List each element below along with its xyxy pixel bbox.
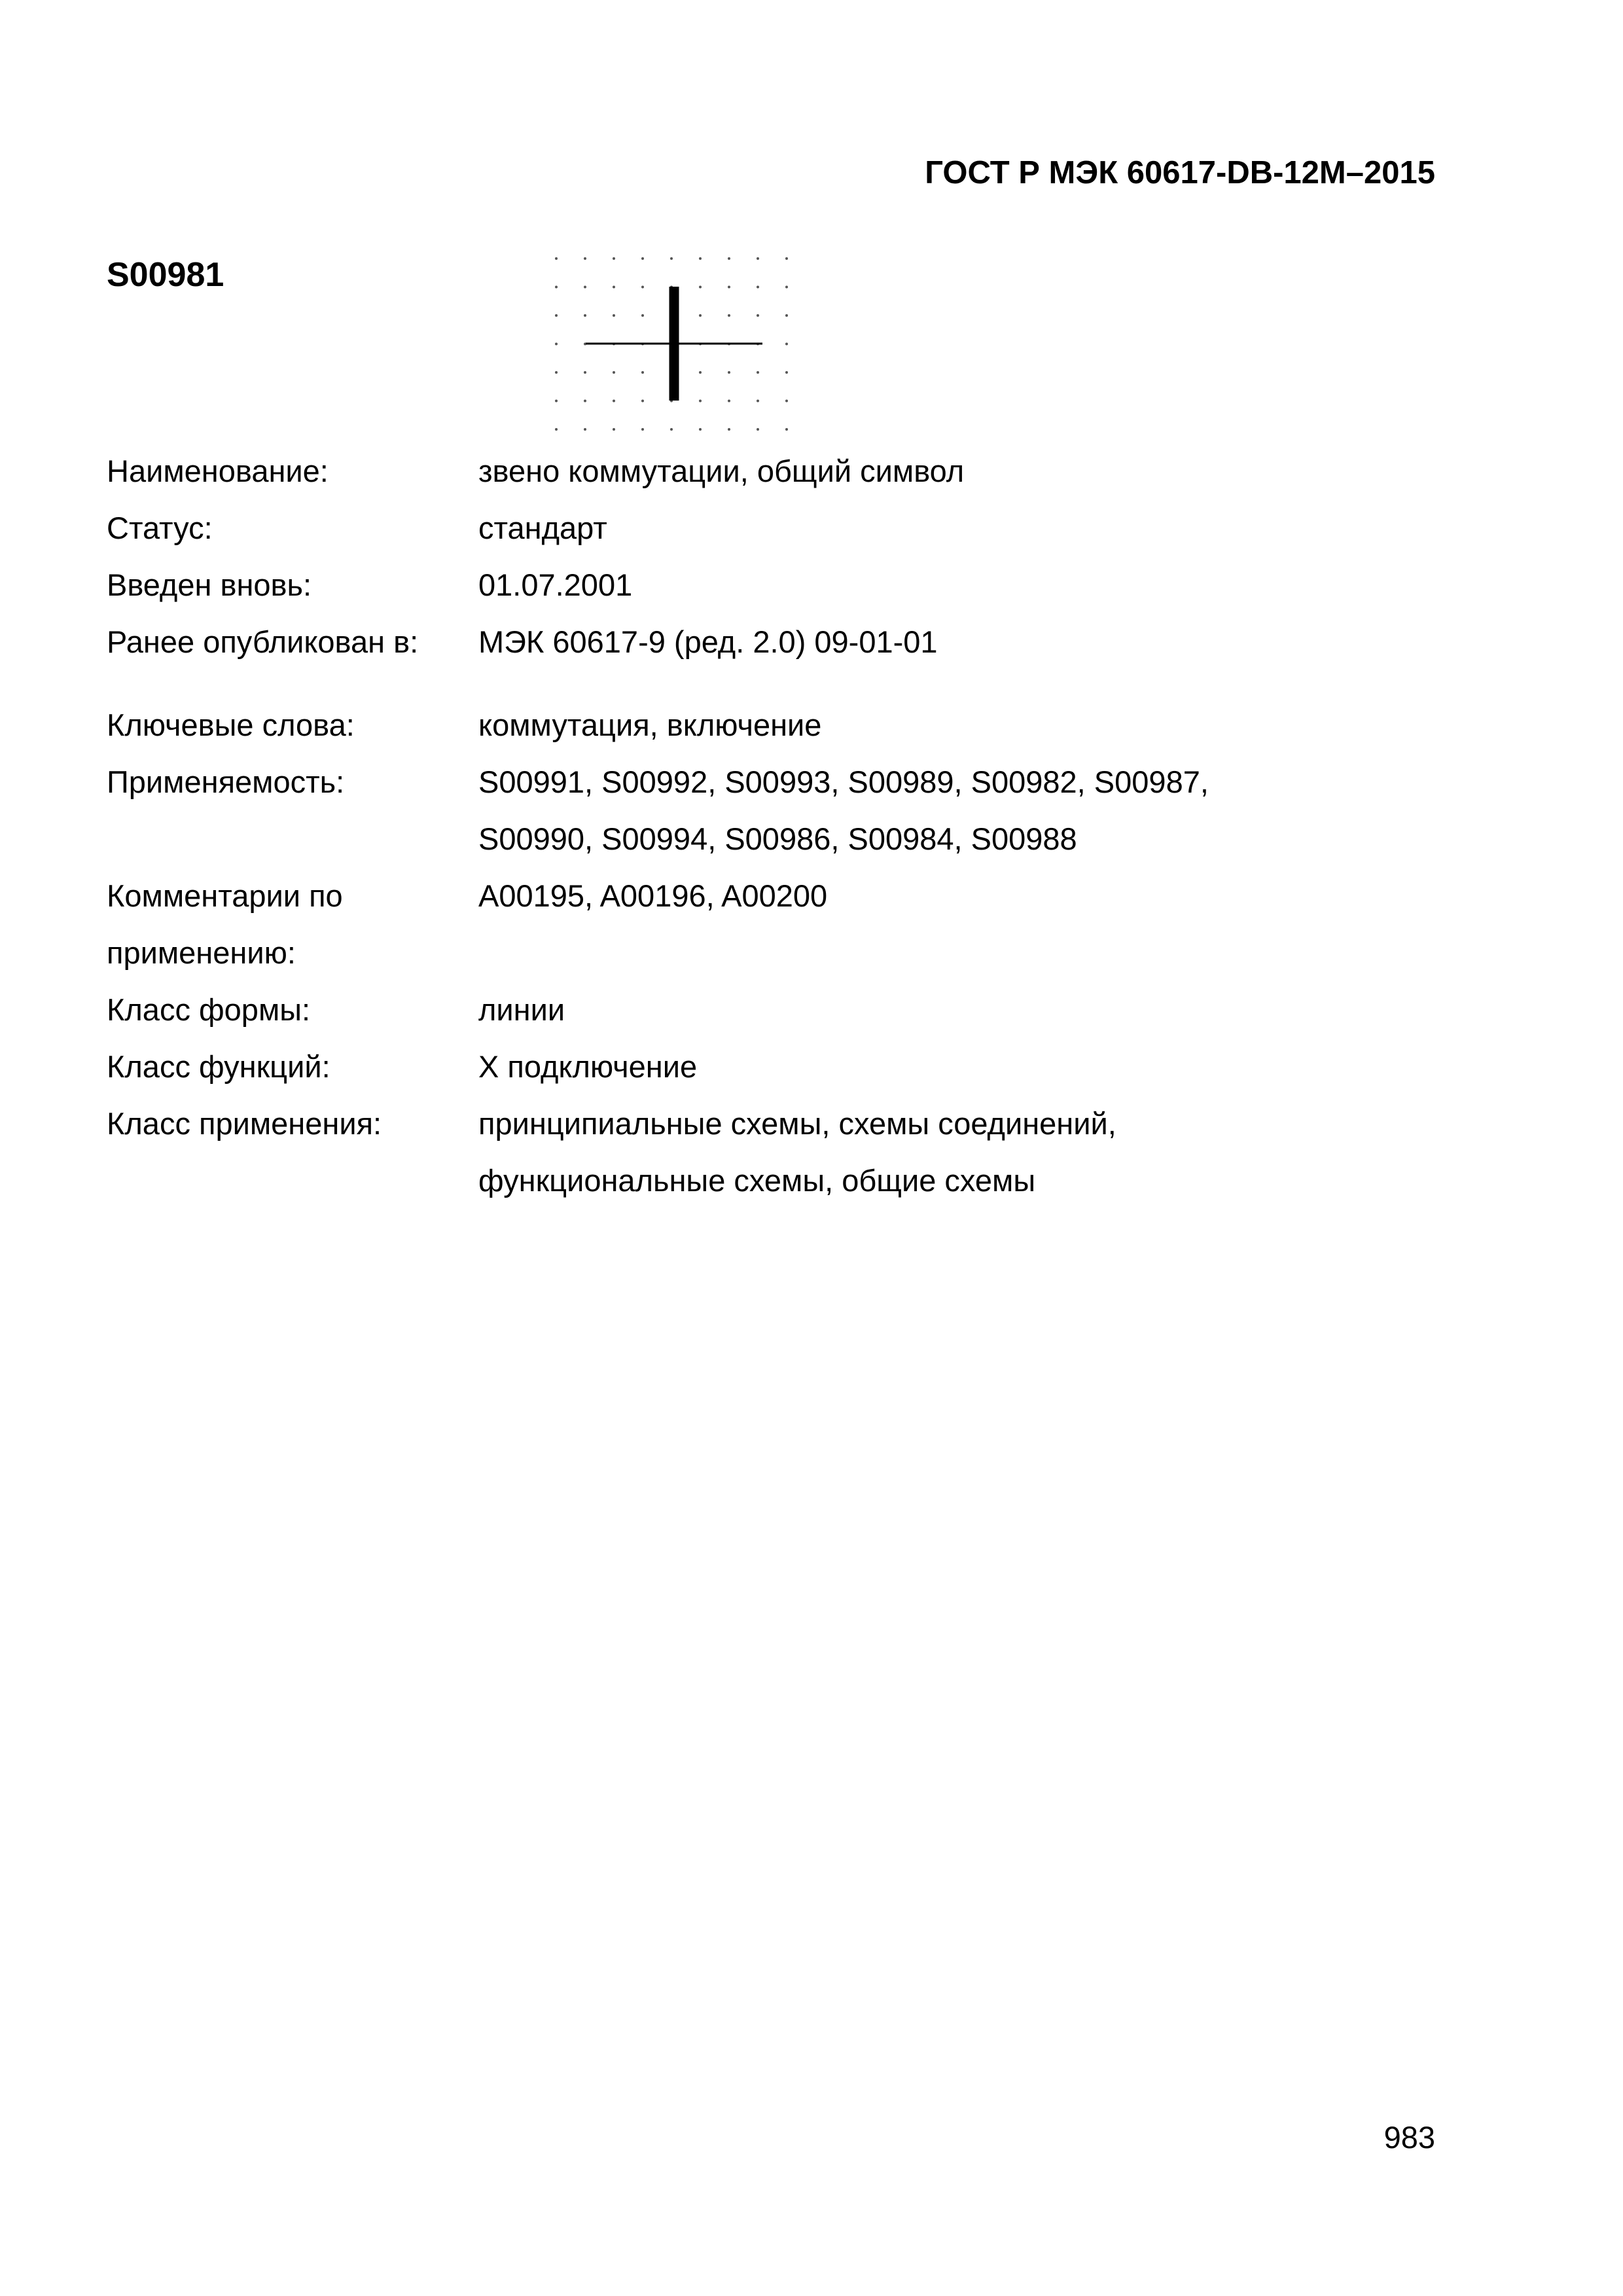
- grid-dot: [699, 286, 702, 289]
- grid-dot: [728, 371, 730, 374]
- grid-dot: [785, 343, 788, 346]
- grid-dot: [785, 428, 788, 431]
- grid-dot: [584, 400, 586, 403]
- grid-dot: [613, 400, 615, 403]
- property-row-keywords: [107, 696, 1448, 753]
- grid-dot: [728, 314, 730, 317]
- property-value: звено коммутации, общий символ: [478, 454, 965, 488]
- property-row-shape-class: [107, 981, 1448, 1038]
- grid-dot: [728, 400, 730, 403]
- grid-dot: [555, 286, 558, 289]
- symbol-code: S00981: [107, 256, 224, 294]
- property-label: Класс применения:: [107, 1106, 382, 1141]
- grid-dot: [641, 314, 644, 317]
- property-value-line: S00991, S00992, S00993, S00989, S00982, S00987,: [478, 764, 1209, 799]
- property-row-status: [107, 499, 1448, 556]
- property-label: Наименование:: [107, 454, 329, 488]
- property-row-application-notes: [107, 867, 1448, 981]
- property-value-line: функциональные схемы, общие схемы: [478, 1163, 1036, 1198]
- grid-dot: [785, 371, 788, 374]
- property-value-line: S00990, S00994, S00986, S00984, S00988: [478, 821, 1077, 856]
- property-value: [478, 753, 1448, 867]
- grid-dot: [728, 286, 730, 289]
- grid-dot: [670, 428, 673, 431]
- property-label: Ключевые слова:: [107, 708, 355, 742]
- grid-dot: [728, 428, 730, 431]
- grid-dot: [785, 286, 788, 289]
- grid-dot: [613, 286, 615, 289]
- grid-dot: [584, 428, 586, 431]
- grid-dot: [728, 257, 730, 260]
- property-row-name: [107, 442, 1448, 499]
- grid-dot: [757, 400, 759, 403]
- grid-dot: [613, 257, 615, 260]
- property-label: Класс формы:: [107, 992, 311, 1027]
- property-row-function-class: [107, 1038, 1448, 1095]
- property-row-applicability: [107, 753, 1448, 867]
- grid-dot: [641, 428, 644, 431]
- grid-dot: [555, 343, 558, 346]
- grid-dot: [584, 286, 586, 289]
- grid-dot: [757, 428, 759, 431]
- symbol-figure: [546, 249, 802, 445]
- grid-dot: [584, 314, 586, 317]
- property-value: линии: [478, 992, 565, 1027]
- property-label: Введен вновь:: [107, 567, 312, 602]
- grid-dot: [555, 428, 558, 431]
- grid-dot: [670, 257, 673, 260]
- grid-dot: [555, 314, 558, 317]
- property-row-application-class: [107, 1095, 1448, 1209]
- grid-dot: [555, 400, 558, 403]
- grid-dot: [641, 371, 644, 374]
- page-number: 983: [1383, 2120, 1435, 2155]
- property-value: стандарт: [478, 511, 607, 545]
- grid-dot: [699, 314, 702, 317]
- property-value: 01.07.2001: [478, 567, 633, 602]
- grid-dot: [699, 371, 702, 374]
- property-label: Ранее опубликован в:: [107, 624, 419, 659]
- grid-dot: [785, 400, 788, 403]
- grid-dot: [641, 257, 644, 260]
- property-label: Статус:: [107, 511, 213, 545]
- property-row-published-in: [107, 613, 1448, 670]
- property-value-line: принципиальные схемы, схемы соединений,: [478, 1106, 1116, 1141]
- grid-dot: [613, 371, 615, 374]
- grid-dot: [613, 428, 615, 431]
- grid-dot: [757, 257, 759, 260]
- grid-dot: [584, 257, 586, 260]
- property-value: A00195, A00196, A00200: [478, 878, 828, 913]
- standard-header: ГОСТ Р МЭК 60617-DB-12M–2015: [925, 155, 1435, 190]
- grid-dot: [555, 257, 558, 260]
- property-value: МЭК 60617-9 (ред. 2.0) 09-01-01: [478, 624, 938, 659]
- property-label: [107, 867, 478, 981]
- grid-dot: [641, 286, 644, 289]
- grid-dot: [757, 286, 759, 289]
- grid-dot: [785, 314, 788, 317]
- grid-dot: [555, 371, 558, 374]
- property-label: Класс функций:: [107, 1049, 330, 1084]
- grid-dot: [785, 257, 788, 260]
- property-label-line: Комментарии по: [107, 878, 343, 913]
- property-label-line: применению:: [107, 935, 296, 970]
- grid-dot: [699, 400, 702, 403]
- property-value: [478, 1095, 1448, 1209]
- grid-dot: [584, 371, 586, 374]
- property-value: коммутация, включение: [478, 708, 822, 742]
- grid-dot: [613, 314, 615, 317]
- property-value: X подключение: [478, 1049, 698, 1084]
- property-label: Применяемость:: [107, 764, 345, 799]
- section-gap: [107, 670, 1448, 696]
- grid-dot: [757, 314, 759, 317]
- grid-dot: [699, 257, 702, 260]
- properties-table: [107, 442, 1448, 1209]
- grid-dot: [757, 371, 759, 374]
- grid-dot: [641, 400, 644, 403]
- grid-dot: [699, 428, 702, 431]
- property-row-introduced: [107, 556, 1448, 613]
